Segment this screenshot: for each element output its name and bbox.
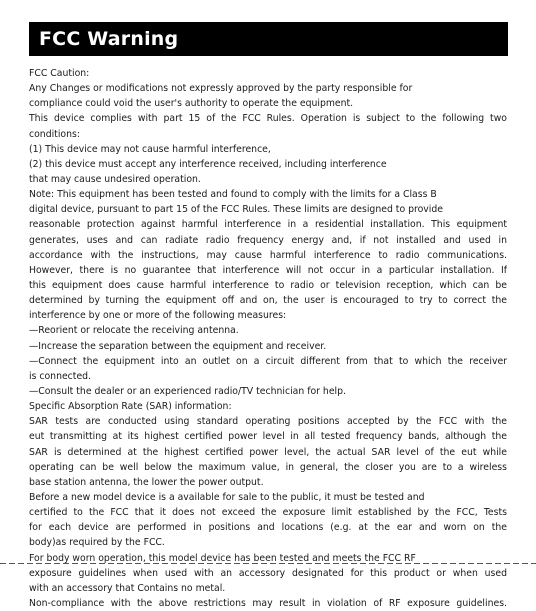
text-line: —Increase the separation between the equipment and receiver. — [29, 340, 327, 352]
text-line: conditions: — [29, 128, 80, 140]
title-banner — [29, 22, 508, 56]
text-line: for each device are performed in positions and locations (e.g. at the ear and worn on the — [29, 522, 507, 534]
text-line: (1) This device may not cause harmful interference, — [29, 143, 271, 155]
text-line: —Reorient or relocate the receiving antenna. — [29, 325, 239, 337]
bottom-divider — [0, 563, 536, 564]
page-title: FCC Warning — [39, 28, 179, 50]
text-line: interference by one or more of the following measures: — [29, 310, 287, 322]
text-line: However, there is no guarantee that interference will not occur in a particular installation. If — [29, 264, 507, 276]
text-line: SAR is determined at the highest certified power level, the actual SAR level of the eut while — [29, 446, 507, 458]
text-line: —Consult the dealer or an experienced radio/TV technician for help. — [29, 385, 346, 397]
document-body — [29, 66, 507, 611]
text-line: Before a new model device is a available for sale to the public, it must be tested and — [29, 491, 425, 503]
text-line: Note: This equipment has been tested and found to comply with the limits for a Class B — [29, 189, 437, 201]
text-line: compliance could void the user's authority to operate the equipment. — [29, 98, 354, 110]
text-line: Any Changes or modifications not expressly approved by the party responsible for — [29, 83, 413, 95]
text-line: —Connect the equipment into an outlet on a circuit different from that to which the receiver — [29, 355, 507, 367]
text-line: Non-compliance with the above restrictions may result in violation of RF exposure guidelines. — [29, 597, 507, 609]
text-line: determined by turning the equipment off and on, the user is encouraged to try to correct the — [29, 295, 507, 307]
text-line: digital device, pursuant to part 15 of the FCC Rules. These limits are designed to provide — [29, 204, 444, 216]
text-line: with an accessory that Contains no metal. — [29, 582, 226, 594]
text-line: This device complies with part 15 of the FCC Rules. Operation is subject to the following two — [29, 113, 507, 125]
text-line: this equipment does cause harmful interference to radio or television reception, which can be — [29, 279, 507, 291]
text-line: SAR tests are conducted using standard operating positions accepted by the FCC with the — [29, 416, 507, 428]
text-line: that may cause undesired operation. — [29, 173, 201, 185]
text-line: accordance with the instructions, may cause harmful interference to radio communications. — [29, 249, 507, 261]
text-line: generates, uses and can radiate radio frequency energy and, if not installed and used in — [29, 234, 507, 246]
text-line: body)as required by the FCC. — [29, 537, 165, 549]
text-line: eut transmitting at its highest certified power level in all tested frequency bands, although the — [29, 431, 507, 443]
text-line: reasonable protection against harmful interference in a residential installation. This equipment — [29, 219, 507, 231]
text-line: is connected. — [29, 370, 92, 382]
text-line: certified to the FCC that it does not exceed the exposure limit established by the FCC, Tests — [29, 507, 507, 519]
text-line: FCC Caution: — [29, 68, 90, 79]
text-line: (2) this device must accept any interference received, including interference — [29, 158, 387, 170]
text-line: exposure guidelines when used with an accessory designated for this product or when used — [29, 567, 507, 579]
text-line: For body worn operation, this model device has been tested and meets the FCC RF — [29, 552, 416, 564]
text-line: Specific Absorption Rate (SAR) information: — [29, 401, 232, 413]
text-line: operating can be well below the maximum value, in general, the closer you are to a wireless — [29, 461, 507, 473]
text-line: base station antenna, the lower the power output. — [29, 476, 264, 488]
